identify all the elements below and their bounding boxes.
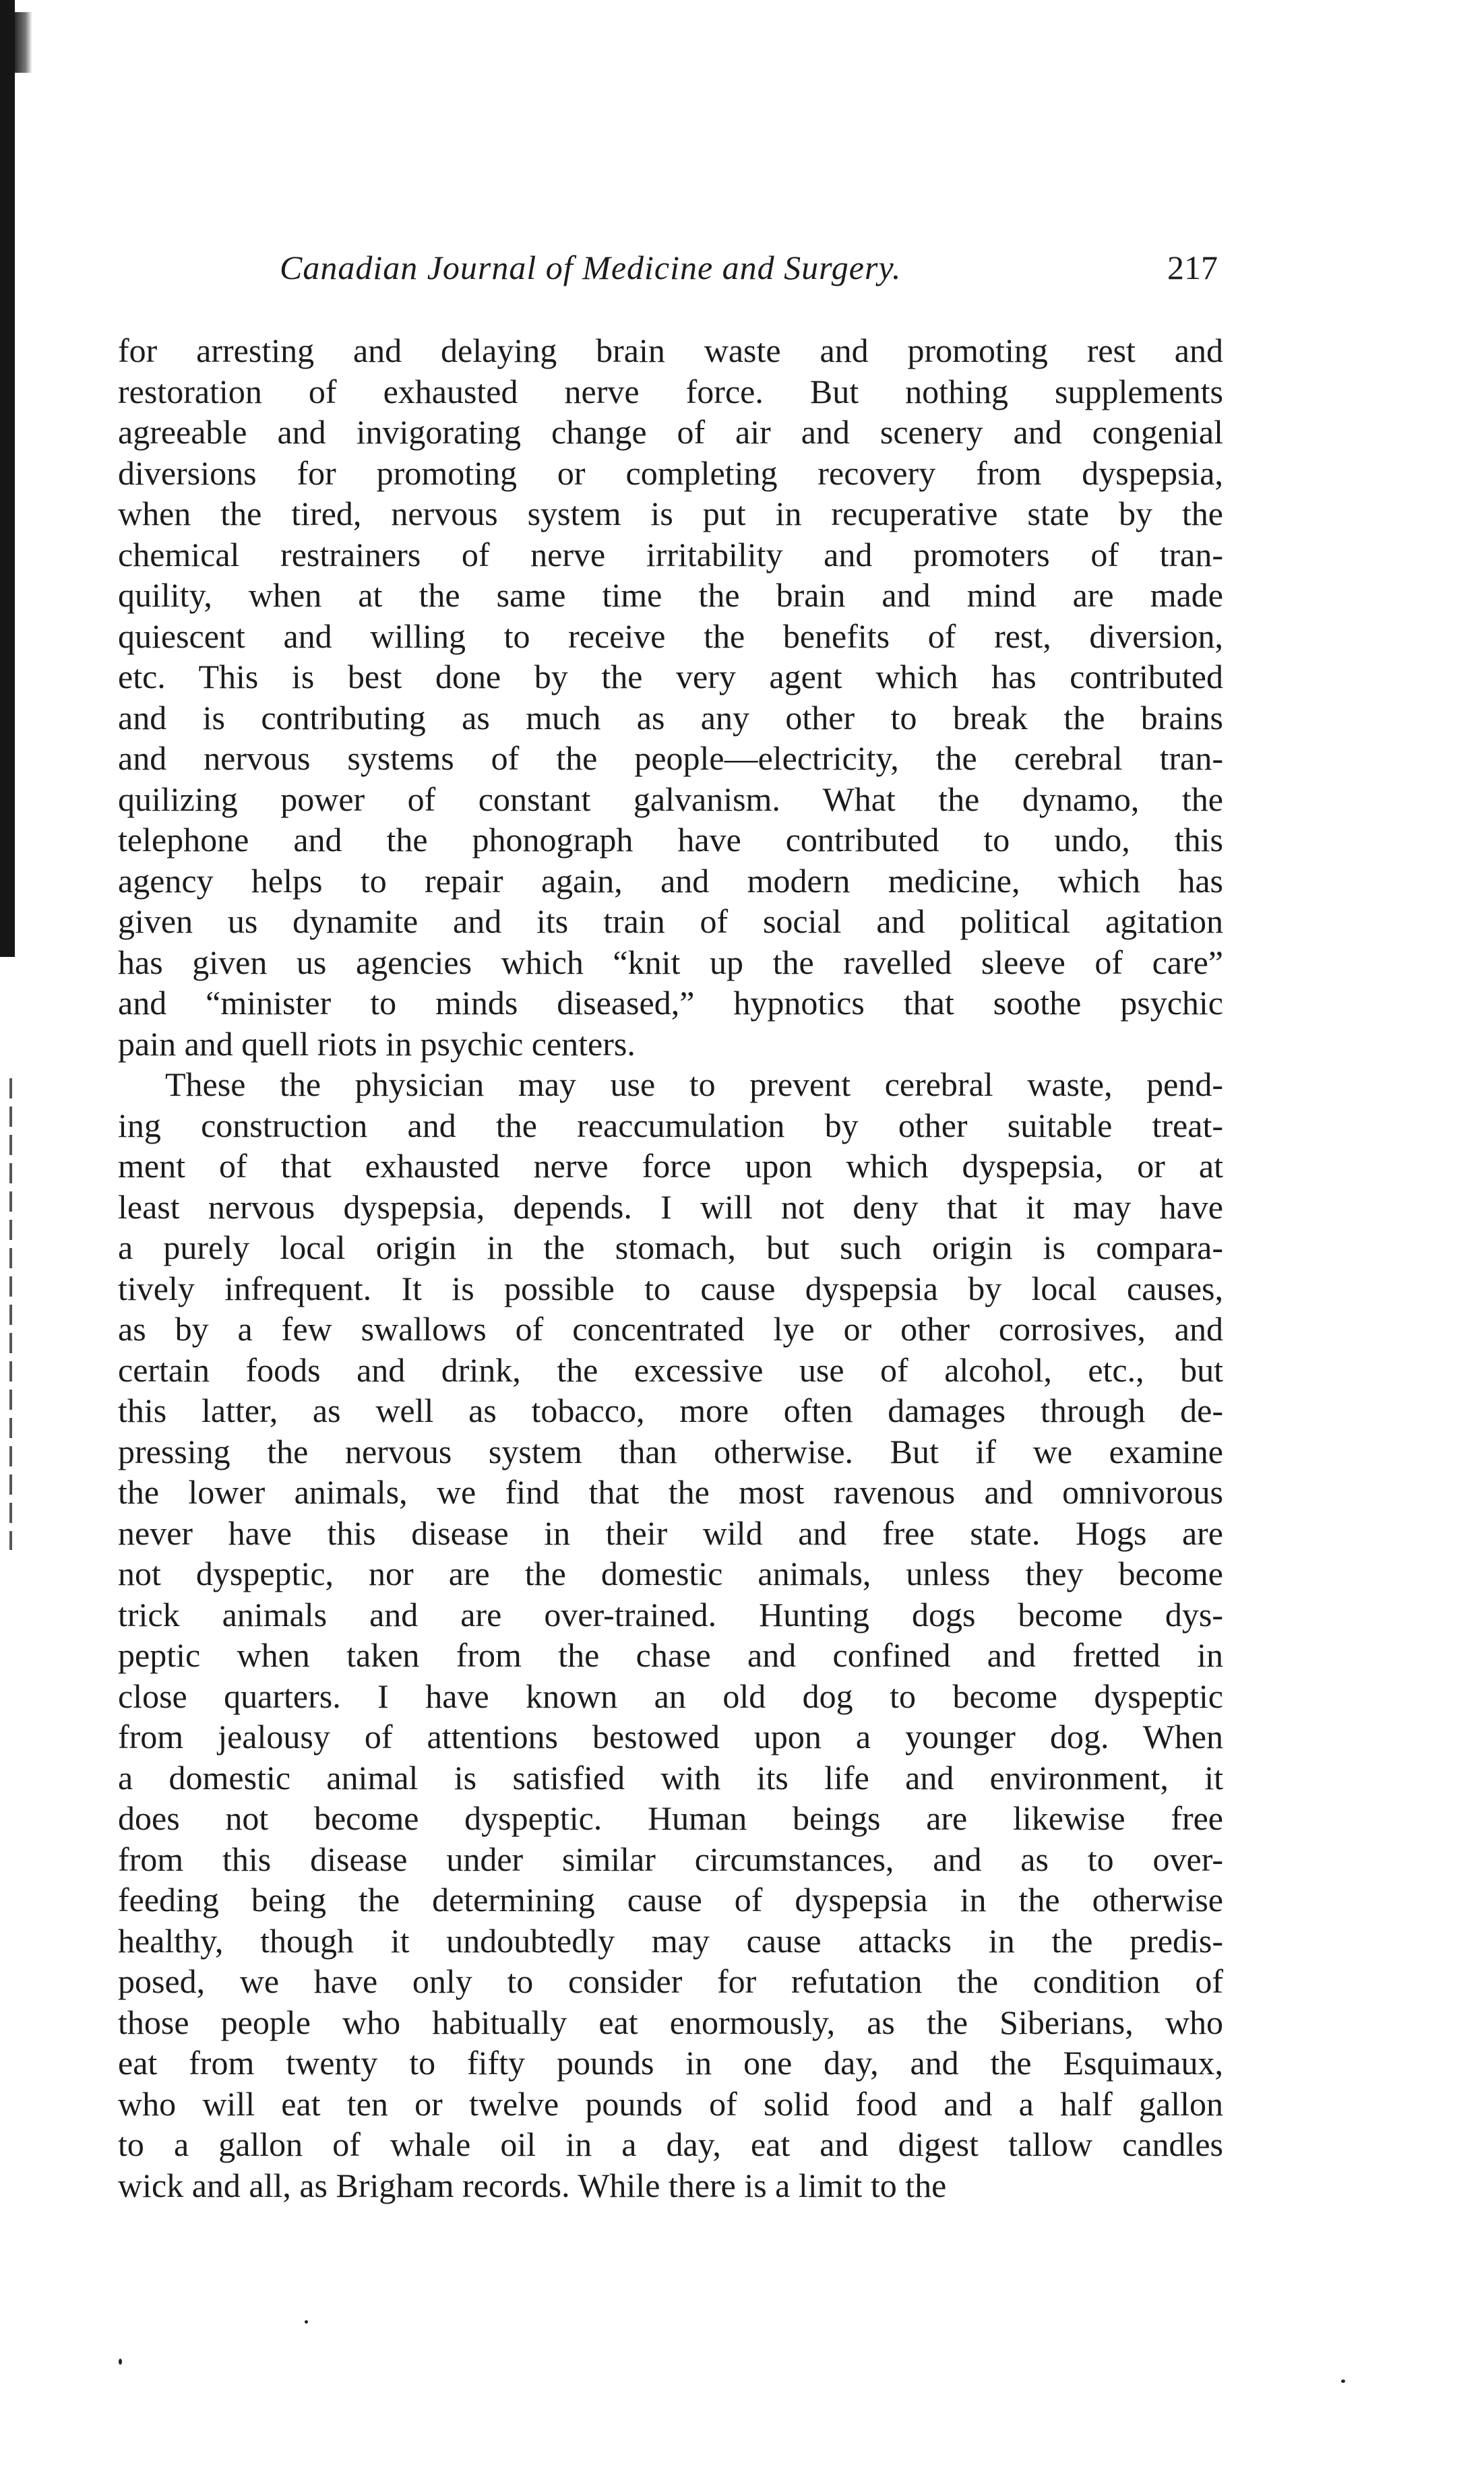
text-line: a purely local origin in the stomach, but such origin is compara-	[118, 1229, 1223, 1266]
text-line: quiescent and willing to receive the benefits of rest, diversion,	[118, 617, 1223, 655]
text-line: and nervous systems of the people—electricity, the cerebral tran-	[118, 739, 1223, 777]
text-line: feeding being the determining cause of dyspepsia in the otherwise	[118, 1881, 1223, 1919]
text-line: given us dynamite and its train of social and political agitation	[118, 902, 1223, 940]
paragraph	[118, 1064, 1223, 2206]
text-line: never have this disease in their wild and free state. Hogs are	[118, 1514, 1223, 1552]
text-line: posed, we have only to consider for refutation the condition of	[118, 1962, 1223, 2000]
text-line: not dyspeptic, nor are the domestic animals, unless they become	[118, 1555, 1223, 1592]
binding-stitch-marks	[9, 1078, 12, 1550]
article-body	[118, 330, 1223, 2206]
text-line: peptic when taken from the chase and confined and fretted in	[118, 1636, 1223, 1674]
running-head	[118, 248, 1223, 295]
text-line: and is contributing as much as any other to break the brains	[118, 698, 1223, 737]
text-line: ment of that exhausted nerve force upon which dyspepsia, or at	[118, 1147, 1223, 1185]
journal-title: Canadian Journal of Medicine and Surgery.	[280, 249, 902, 286]
text-line: pressing the nervous system than otherwise. But if we examine	[118, 1432, 1223, 1470]
print-speck	[305, 2320, 308, 2324]
text-line: ing construction and the reaccumulation by other suitable treat-	[118, 1106, 1223, 1144]
text-line: who will eat ten or twelve pounds of solid food and a half gallon	[118, 2084, 1223, 2123]
print-speck	[119, 2359, 122, 2365]
text-line: quility, when at the same time the brain and mind are made	[118, 576, 1223, 614]
text-line: agency helps to repair again, and modern medicine, which has	[118, 861, 1223, 900]
binding-corner-mark	[15, 12, 32, 73]
text-line: etc. This is best done by the very agent which has contributed	[118, 658, 1223, 695]
text-line: when the tired, nervous system is put in recuperative state by the	[118, 495, 1223, 532]
text-line: restoration of exhausted nerve force. But nothing supplements	[118, 372, 1223, 410]
text-line: close quarters. I have known an old dog to become dyspeptic	[118, 1677, 1223, 1715]
page-number: 217	[1167, 249, 1218, 286]
text-line: These the physician may use to prevent cerebral waste, pend-	[165, 1065, 1223, 1103]
print-speck	[1341, 2380, 1345, 2383]
text-line: does not become dyspeptic. Human beings are likewise free	[118, 1799, 1223, 1837]
text-line: agreeable and invigorating change of air and scenery and congenial	[118, 413, 1223, 451]
text-line: has given us agencies which “knit up the ravelled sleeve of care”	[118, 943, 1223, 981]
text-line: and “minister to minds diseased,” hypnotics that soothe psychic	[118, 984, 1223, 1022]
text-line: as by a few swallows of concentrated lye or other corrosives, and	[118, 1310, 1223, 1348]
text-line: least nervous dyspepsia, depends. I will not deny that it may have	[118, 1187, 1223, 1226]
text-line: tively infrequent. It is possible to cause dyspepsia by local causes,	[118, 1269, 1223, 1307]
paragraph	[118, 330, 1223, 1064]
text-line: wick and all, as Brigham records. While there is a limit to the	[118, 2166, 947, 2204]
text-line: trick animals and are over-trained. Hunting dogs become dys-	[118, 1595, 1223, 1634]
text-line: healthy, though it undoubtedly may cause attacks in the predis-	[118, 1921, 1223, 1960]
binding-edge-shadow	[0, 0, 15, 957]
text-line: quilizing power of constant galvanism. What the dynamo, the	[118, 780, 1223, 818]
text-line: those people who habitually eat enormously, as the Siberians, who	[118, 2003, 1223, 2041]
text-line: the lower animals, we find that the most ravenous and omnivorous	[118, 1473, 1223, 1511]
text-line: from this disease under similar circumstances, and as to over-	[118, 1840, 1223, 1878]
text-line: certain foods and drink, the excessive use of alcohol, etc., but	[118, 1350, 1223, 1389]
text-line: this latter, as well as tobacco, more often damages through de-	[118, 1392, 1223, 1429]
text-line: telephone and the phonograph have contributed to undo, this	[118, 821, 1223, 859]
text-line: diversions for promoting or completing recovery from dyspepsia,	[118, 454, 1223, 492]
text-line: chemical restrainers of nerve irritability and promoters of tran-	[118, 535, 1223, 573]
text-line: to a gallon of whale oil in a day, eat and digest tallow candles	[118, 2125, 1223, 2163]
text-line: from jealousy of attentions bestowed upon a younger dog. When	[118, 1718, 1223, 1755]
text-line: pain and quell riots in psychic centers.	[118, 1024, 636, 1063]
text-line: eat from twenty to fifty pounds in one day, and the Esquimaux,	[118, 2044, 1223, 2082]
text-line: a domestic animal is satisfied with its life and environment, it	[118, 1758, 1223, 1797]
text-line: for arresting and delaying brain waste and promoting rest and	[118, 332, 1223, 369]
